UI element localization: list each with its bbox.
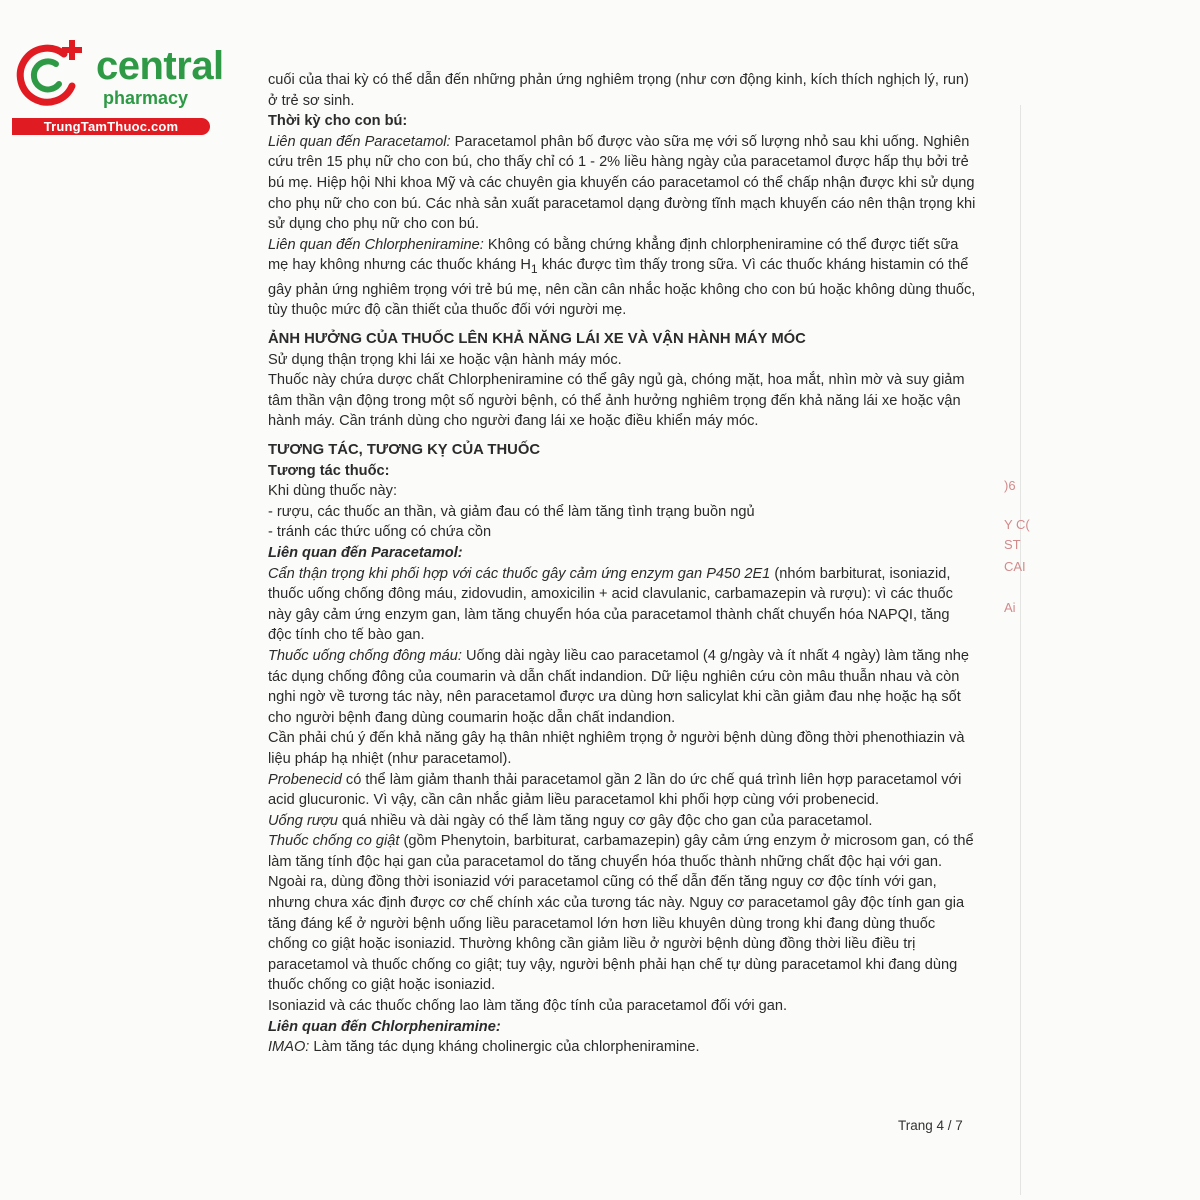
margin-stamp-fragment: CAI: [1004, 559, 1026, 574]
heading-breastfeeding: Thời kỳ cho con bú:: [268, 113, 408, 130]
italic-label: Thuốc chống co giật: [268, 833, 400, 850]
heading-text: Liên quan đến Chlorpheniramine:: [268, 1018, 501, 1035]
italic-label: Liên quan đến Chlorpheniramine:: [268, 236, 484, 253]
paragraph: Isoniazid và các thuốc chống lao làm tăng độc tính của paracetamol đối với gan.: [268, 998, 788, 1015]
paragraph-text: (gồm Phenytoin, barbiturat, carbamazepin) gây cảm ứng enzym ở microsom gan, có thể làm tăng tính độc hại gan của paracetamol do tăng chuyển hóa thuốc thành những chất độc hại với gan. Ngoài ra, dùng đồng thời isoniazid với paracetamol cũng có thể dẫn đến tăng nguy cơ độc tính với gan, nhưng chưa xác định được cơ chế chính xác của tương tác này. Nguy cơ paracetamol gây độc tính gan gia tăng đáng kể ở người bệnh uống liều paracetamol lớn hơn liều khuyên dùng trong khi đang dùng thuốc chống co giật hoặc isoniazid. Thường không cần giảm liều ở người bệnh dùng đồng thời liều điều trị paracetamol và thuốc chống co giật; tuy vậy, người bệnh phải hạn chế tự dùng paracetamol khi đang dùng thuốc chống co giật hoặc isoniazid.: [268, 833, 974, 994]
paragraph-text: khác được tìm thấy trong sữa. Vì các thuốc kháng histamin có thể gây phản ứng nghiêm trọng với trẻ bú mẹ, nên cần cân nhắc hoặc không cho con bú hoặc không dùng thuốc, tùy thuộc mức độ cần thiết của thuốc đối với người mẹ.: [268, 257, 976, 319]
paragraph: cuối của thai kỳ có thể dẫn đến những phản ứng nghiêm trọng (như cơn động kinh, kích thích nghịch lý, run) ở trẻ sơ sinh.: [268, 72, 969, 109]
list-item: - rượu, các thuốc an thần, và giảm đau có thể làm tăng tình trạng buồn ngủ: [268, 503, 755, 520]
paragraph: [268, 770, 976, 811]
paragraph-text: Uống dài ngày liều cao paracetamol (4 g/ngày và ít nhất 4 ngày) làm tăng nhẹ tác dụng chống đông của coumarin và dẫn chất indandion. Dữ liệu nghiên cứu còn mâu thuẫn nhau và còn nghi ngờ về tương tác này, nên paracetamol được ưa dùng hơn salicylat khi cần giảm đau nhẹ hoặc hạ sốt cho người bệnh đang dùng coumarin hoặc dẫn chất indandion.: [268, 647, 969, 726]
italic-label: Cẩn thận trọng khi phối hợp với các thuốc gây cảm ứng enzym gan P450 2E1: [268, 565, 771, 582]
paragraph-text: (nhóm barbiturat, isoniazid, thuốc uống chống đông máu, zidovudin, amoxicilin + acid clavulanic, carbamazepin và rượu): vì các thuốc này gây cảm ứng enzym gan, làm tăng chuyển hóa của paracetamol thành chất chuyển hóa NAPQI, tăng độc tính cho tế bào gan.: [268, 565, 953, 644]
page-number: Trang 4 / 7: [898, 1118, 963, 1133]
paragraph-text: Làm tăng tác dụng kháng cholinergic của chlorpheniramine.: [309, 1039, 700, 1056]
italic-label: Probenecid: [268, 771, 342, 788]
section-heading-interactions: TƯƠNG TÁC, TƯƠNG KỴ CỦA THUỐC: [268, 442, 541, 458]
heading-paracetamol: [268, 543, 976, 564]
document-body: [268, 70, 976, 1058]
margin-stamp-fragment: Y C(: [1004, 517, 1030, 532]
paragraph: [268, 235, 976, 321]
logo-tagline: TrungTamThuoc.com: [12, 118, 210, 135]
paragraph: Sử dụng thận trọng khi lái xe hoặc vận hành máy móc.: [268, 351, 622, 368]
paragraph: [268, 132, 976, 235]
paragraph: Cần phải chú ý đến khả năng gây hạ thân nhiệt nghiêm trọng ở người bệnh dùng đồng thời phenothiazin và liệu pháp hạ nhiệt (như paracetamol).: [268, 730, 965, 767]
paragraph-text: có thể làm giảm thanh thải paracetamol gần 2 lần do ức chế quá trình liên hợp paracetamol với acid glucuronic. Vì vậy, cần cân nhắc giảm liều paracetamol khi phối hợp cùng với probenecid.: [268, 771, 962, 809]
paragraph: [268, 1037, 976, 1058]
list-item: - tránh các thức uống có chứa cồn: [268, 524, 492, 541]
central-pharmacy-logo: [12, 36, 224, 136]
heading-text: Liên quan đến Paracetamol:: [268, 544, 463, 561]
heading-chlorpheniramine: [268, 1017, 976, 1038]
italic-label: Liên quan đến Paracetamol:: [268, 133, 451, 150]
italic-label: Uống rượu: [268, 812, 338, 829]
logo-brand-text: central: [96, 44, 224, 88]
paragraph: [268, 811, 976, 832]
paragraph-text: Paracetamol phân bố được vào sữa mẹ với số lượng nhỏ sau khi uống. Nghiên cứu trên 15 phụ nữ cho con bú, cho thấy chỉ có 1 - 2% liều hàng ngày của paracetamol được hấp thụ bởi trẻ bú mẹ. Hiệp hội Nhi khoa Mỹ và các chuyên gia khuyến cáo paracetamol có thể chấp nhận được khi sử dụng cho phụ nữ cho con bú. Các nhà sản xuất paracetamol dạng đường tĩnh mạch khuyến cáo nên thận trọng khi sử dụng cho phụ nữ cho con bú.: [268, 133, 976, 233]
paragraph: [268, 646, 976, 728]
margin-stamp-fragment: ST: [1004, 537, 1021, 552]
paragraph: Khi dùng thuốc này:: [268, 483, 398, 500]
pharmacy-cross-logo-icon: [12, 36, 88, 112]
subscript: 1: [530, 262, 538, 277]
italic-label: Thuốc uống chống đông máu:: [268, 647, 462, 664]
margin-stamp-fragment: )6: [1004, 478, 1016, 493]
margin-stamp-fragment: Ai: [1004, 600, 1016, 615]
logo-sub-text: pharmacy: [103, 88, 189, 108]
section-heading-driving: ẢNH HƯỞNG CỦA THUỐC LÊN KHẢ NĂNG LÁI XE VÀ VẬN HÀNH MÁY MÓC: [268, 331, 806, 348]
paragraph: [268, 564, 976, 646]
paragraph: Thuốc này chứa dược chất Chlorpheniramine có thể gây ngủ gà, chóng mặt, hoa mắt, nhìn mờ và suy giảm tâm thần vận động trong một số người bệnh, có thể ảnh hưởng nghiêm trọng đến khả năng lái xe hoặc vận hành máy. Cần tránh dùng cho người đang lái xe hoặc điều khiển máy móc.: [268, 372, 965, 430]
paragraph-text: Không có bằng chứng khẳng định chlorpheniramine có thể được tiết sữa mẹ hay không nhưng các thuốc kháng H: [268, 236, 959, 274]
heading-drug-interactions: Tương tác thuốc:: [268, 462, 390, 479]
paragraph: [268, 831, 976, 996]
italic-label: IMAO:: [268, 1039, 310, 1056]
scan-edge-line: [1020, 105, 1021, 1195]
paragraph-text: quá nhiều và dài ngày có thể làm tăng nguy cơ gây độc cho gan của paracetamol.: [338, 812, 873, 829]
